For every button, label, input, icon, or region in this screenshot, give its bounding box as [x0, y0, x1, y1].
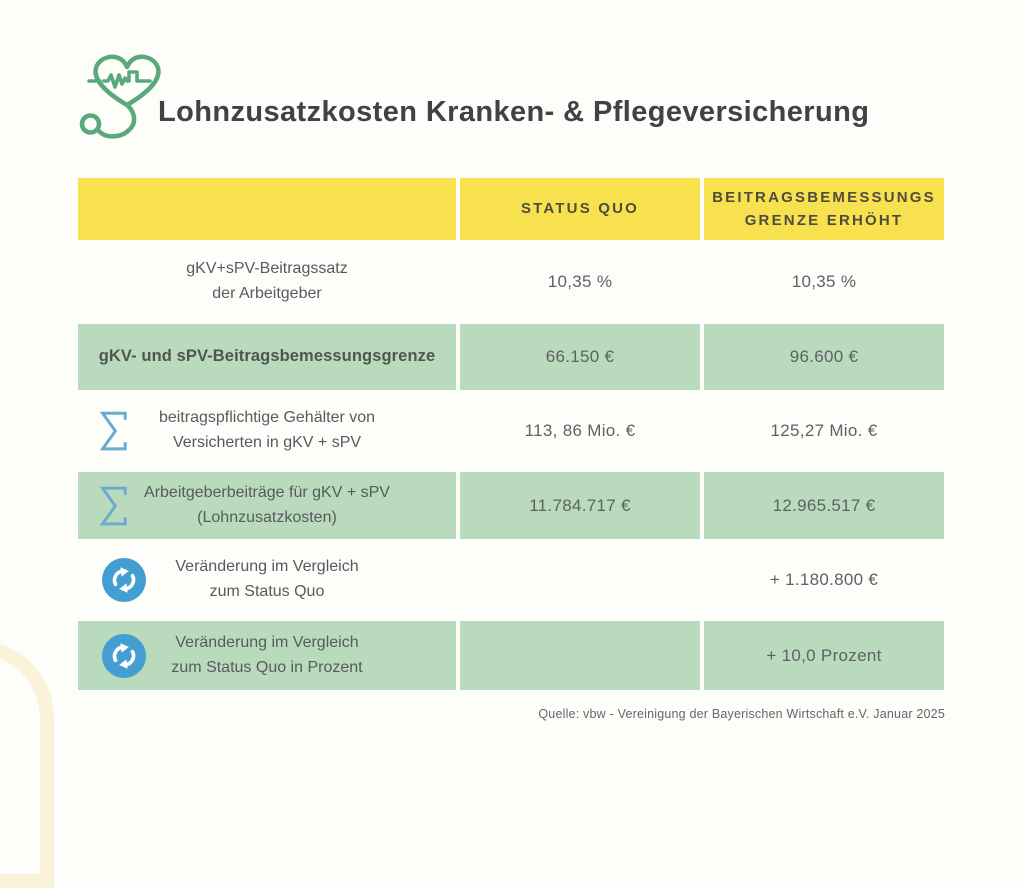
- cell-value: 125,27 Mio. €: [770, 421, 878, 440]
- source-note: Quelle: vbw - Vereinigung der Bayerischen Wirtschaft e.V. Januar 2025: [538, 707, 945, 721]
- page-title: Lohnzusatzkosten Kranken- & Pflegeversicherung: [158, 96, 870, 128]
- sigma-sum-icon: [98, 485, 128, 527]
- row-label-veraenderung-prozent: Veränderung im Vergleich zum Status Quo in Prozent: [78, 621, 456, 690]
- data-table: [78, 178, 944, 690]
- header-cell-empty: [78, 178, 456, 240]
- cell-value: [460, 621, 700, 690]
- sigma-sum-icon: [98, 410, 128, 452]
- cell-value: 11.784.717 €: [460, 472, 700, 539]
- cell-value: 96.600 €: [704, 324, 944, 390]
- row-label-beitragssatz: gKV+sPV-Beitragssatz der Arbeitgeber: [186, 260, 348, 302]
- cell-value: 66.150 €: [460, 324, 700, 390]
- cell-value: 10,35 %: [791, 272, 857, 291]
- cell-value: + 1.180.800 €: [769, 570, 879, 589]
- row-label-gehaelter: beitragspflichtige Gehälter von Versicherten in gKV + sPV: [78, 394, 456, 468]
- cell-value: [460, 543, 700, 617]
- header-cell-status-quo: [460, 178, 700, 240]
- cell-value: 113, 86 Mio. €: [524, 421, 636, 440]
- cell-value: 12.965.517 €: [704, 472, 944, 539]
- cell-value: + 10,0 Prozent: [704, 621, 944, 690]
- refresh-arrows-icon: [102, 634, 146, 678]
- column-header-label: STATUS QUO: [520, 200, 640, 218]
- header-cell-grenze-erhoeht: [704, 178, 944, 240]
- row-label-veraenderung: Veränderung im Vergleich zum Status Quo: [78, 543, 456, 617]
- column-header-label: BEITRAGSBEMESSUNGS: [712, 188, 936, 206]
- row-label-bemessungsgrenze: gKV- und sPV-Beitragsbemessungsgrenze: [78, 324, 456, 390]
- row-label-arbeitgeberbeitraege: Arbeitgeberbeiträge für gKV + sPV (Lohnzusatzkosten): [78, 472, 456, 539]
- cell-value: 10,35 %: [547, 272, 613, 291]
- corner-arc-decoration: [0, 640, 54, 888]
- column-header-label: GRENZE ERHÖHT: [744, 212, 904, 229]
- refresh-arrows-icon: [102, 558, 146, 602]
